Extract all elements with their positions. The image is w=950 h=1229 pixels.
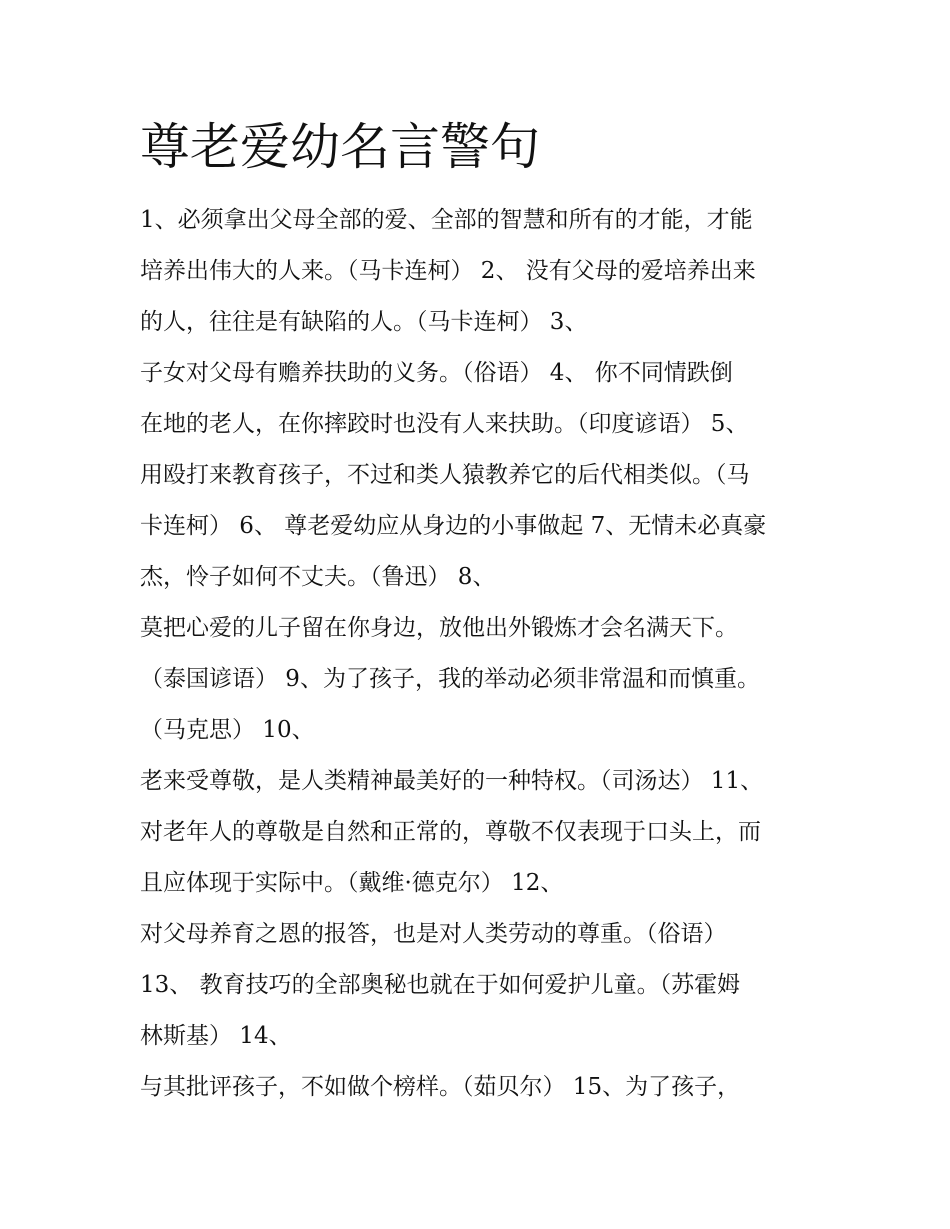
text-line: 卡连柯） 6、 尊老爱幼应从身边的小事做起 7、无情未必真豪 (140, 513, 767, 539)
text-line: 莫把心爱的儿子留在你身边，放他出外锻炼才会名满天下。 (140, 615, 738, 641)
text-line: （泰国谚语） 9、为了孩子，我的举动必须非常温和而慎重。 (140, 666, 760, 692)
quote-text-body (140, 195, 840, 1113)
text-line: 子女对父母有赡养扶助的义务。（俗语） 4、 你不同情跌倒 (140, 360, 733, 386)
text-line: 培养出伟大的人来。（马卡连柯） 2、 没有父母的爱培养出来 (140, 258, 756, 284)
text-line: 在地的老人，在你摔跤时也没有人来扶助。（印度谚语） 5、 (140, 411, 749, 437)
text-line: 与其批评孩子，不如做个榜样。（茹贝尔） 15、为了孩子， (140, 1074, 741, 1100)
text-line: 林斯基） 14、 (140, 1023, 292, 1049)
text-line: 用殴打来教育孩子，不过和类人猿教养它的后代相类似。（马 (140, 462, 750, 488)
text-line: 的人，往往是有缺陷的人。（马卡连柯） 3、 (140, 309, 588, 335)
text-line: 1、必须拿出父母全部的爱、全部的智慧和所有的才能，才能 (140, 207, 753, 233)
text-line: 对老年人的尊敬是自然和正常的，尊敬不仅表现于口头上，而 (140, 819, 761, 845)
text-line: （马克思） 10、 (140, 717, 315, 743)
page-title: 尊老爱幼名言警句 (140, 118, 540, 176)
text-line: 老来受尊敬，是人类精神最美好的一种特权。（司汤达） 11、 (140, 768, 764, 794)
text-line: 对父母养育之恩的报答，也是对人类劳动的尊重。（俗语） (140, 921, 727, 947)
text-line: 杰，怜子如何不丈夫。（鲁迅） 8、 (140, 564, 496, 590)
text-line: 且应体现于实际中。（戴维·德克尔） 12、 (140, 870, 564, 896)
text-line: 13、 教育技巧的全部奥秘也就在于如何爱护儿童。（苏霍姆 (140, 972, 741, 998)
